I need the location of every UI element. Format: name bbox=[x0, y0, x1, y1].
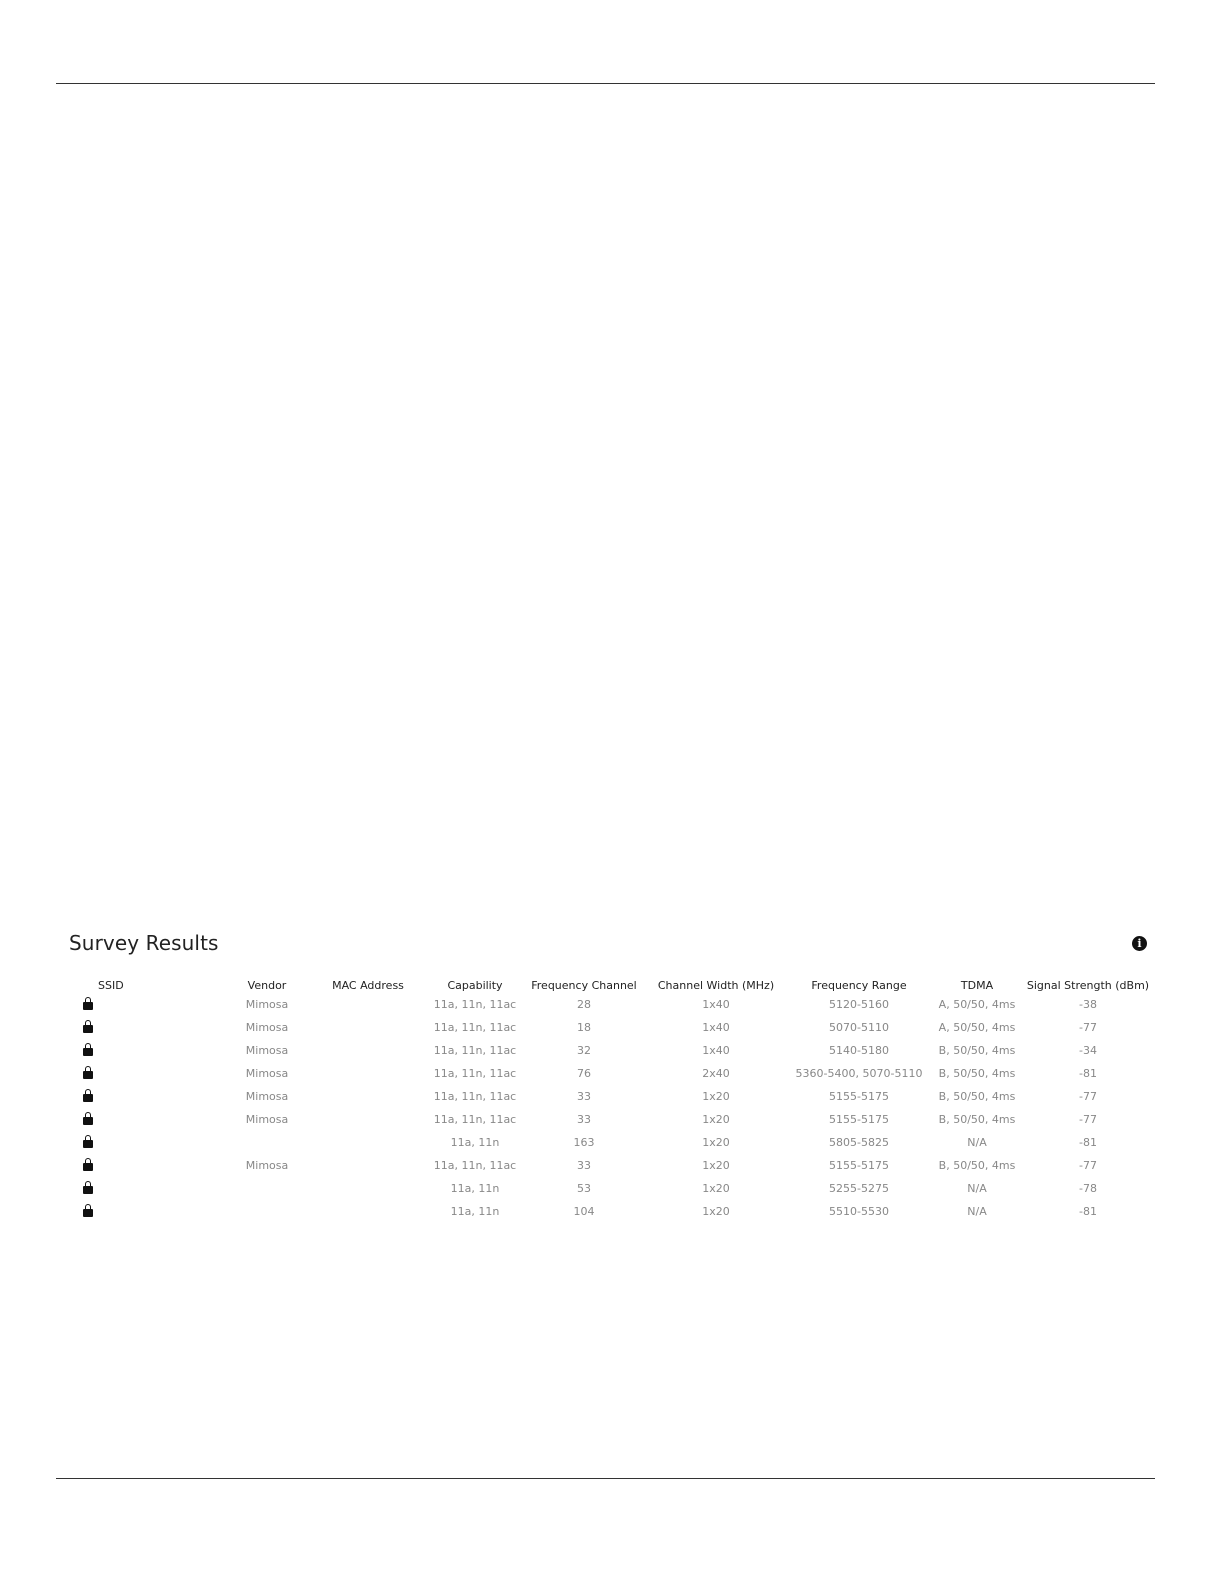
cell-mac-address bbox=[311, 1085, 425, 1108]
cell-capability: 11a, 11n bbox=[450, 1136, 500, 1149]
cell-ssid bbox=[69, 1085, 223, 1108]
cell-channel-width: 1x40 bbox=[702, 1044, 730, 1057]
panel-title: Survey Results bbox=[69, 931, 219, 955]
cell-signal-strength: -77 bbox=[1079, 1021, 1097, 1034]
cell-channel-width: 1x20 bbox=[702, 1113, 730, 1126]
table-row[interactable] bbox=[69, 1062, 1151, 1085]
cell-channel-width: 1x20 bbox=[702, 1159, 730, 1172]
cell-capability: 11a, 11n, 11ac bbox=[433, 1067, 517, 1080]
cell-signal-strength: -81 bbox=[1079, 1205, 1097, 1218]
cell-ssid bbox=[69, 1177, 223, 1200]
cell-tdma: N/A bbox=[967, 1205, 987, 1218]
cell-vendor: Mimosa bbox=[245, 1113, 289, 1126]
cell-ssid bbox=[69, 1016, 223, 1039]
header-frequency-range[interactable]: Frequency Range bbox=[811, 978, 907, 992]
cell-mac-address bbox=[311, 1154, 425, 1177]
header-rule bbox=[56, 83, 1155, 84]
table-header-row bbox=[69, 977, 1151, 993]
cell-capability: 11a, 11n, 11ac bbox=[433, 1090, 517, 1103]
cell-mac-address bbox=[311, 993, 425, 1016]
cell-vendor: Mimosa bbox=[245, 998, 289, 1011]
cell-channel-width: 1x40 bbox=[702, 998, 730, 1011]
cell-capability: 11a, 11n, 11ac bbox=[433, 1044, 517, 1057]
cell-signal-strength: -77 bbox=[1079, 1159, 1097, 1172]
header-ssid[interactable]: SSID bbox=[98, 978, 124, 992]
table-row[interactable] bbox=[69, 1154, 1151, 1177]
cell-frequency-range: 5255-5275 bbox=[829, 1182, 889, 1195]
table-row[interactable] bbox=[69, 993, 1151, 1016]
cell-tdma: B, 50/50, 4ms bbox=[938, 1090, 1016, 1103]
cell-signal-strength: -81 bbox=[1079, 1136, 1097, 1149]
cell-ssid bbox=[69, 1154, 223, 1177]
info-icon[interactable]: i bbox=[1132, 936, 1147, 951]
lock-icon bbox=[83, 1048, 93, 1056]
cell-mac-address bbox=[311, 1062, 425, 1085]
cell-signal-strength: -77 bbox=[1079, 1113, 1097, 1126]
cell-tdma: N/A bbox=[967, 1182, 987, 1195]
table-row[interactable] bbox=[69, 1177, 1151, 1200]
cell-mac-address bbox=[311, 1039, 425, 1062]
lock-icon bbox=[83, 1186, 93, 1194]
cell-mac-address bbox=[311, 1108, 425, 1131]
cell-frequency-channel: 28 bbox=[577, 998, 591, 1011]
cell-frequency-channel: 33 bbox=[577, 1090, 591, 1103]
cell-mac-address bbox=[311, 1131, 425, 1154]
cell-channel-width: 2x40 bbox=[702, 1067, 730, 1080]
cell-signal-strength: -38 bbox=[1079, 998, 1097, 1011]
cell-ssid bbox=[69, 993, 223, 1016]
cell-ssid bbox=[69, 1062, 223, 1085]
cell-tdma: B, 50/50, 4ms bbox=[938, 1159, 1016, 1172]
cell-capability: 11a, 11n, 11ac bbox=[433, 1113, 517, 1126]
cell-mac-address bbox=[311, 1016, 425, 1039]
cell-frequency-range: 5155-5175 bbox=[829, 1159, 889, 1172]
cell-channel-width: 1x20 bbox=[702, 1090, 730, 1103]
cell-frequency-range: 5140-5180 bbox=[829, 1044, 889, 1057]
header-channel-width[interactable]: Channel Width (MHz) bbox=[657, 978, 775, 992]
lock-icon bbox=[83, 1140, 93, 1148]
cell-channel-width: 1x20 bbox=[702, 1136, 730, 1149]
cell-vendor bbox=[223, 1177, 311, 1200]
cell-frequency-range: 5360-5400, 5070-5110 bbox=[795, 1067, 923, 1080]
cell-vendor: Mimosa bbox=[245, 1067, 289, 1080]
cell-frequency-range: 5155-5175 bbox=[829, 1090, 889, 1103]
cell-tdma: B, 50/50, 4ms bbox=[938, 1044, 1016, 1057]
lock-icon bbox=[83, 1025, 93, 1033]
cell-frequency-channel: 53 bbox=[577, 1182, 591, 1195]
cell-channel-width: 1x40 bbox=[702, 1021, 730, 1034]
cell-capability: 11a, 11n, 11ac bbox=[433, 1021, 517, 1034]
cell-signal-strength: -77 bbox=[1079, 1090, 1097, 1103]
cell-signal-strength: -78 bbox=[1079, 1182, 1097, 1195]
cell-capability: 11a, 11n, 11ac bbox=[433, 998, 517, 1011]
cell-frequency-channel: 32 bbox=[577, 1044, 591, 1057]
survey-results-panel bbox=[69, 928, 1151, 1228]
cell-ssid bbox=[69, 1039, 223, 1062]
table-row[interactable] bbox=[69, 1039, 1151, 1062]
cell-frequency-channel: 33 bbox=[577, 1159, 591, 1172]
table-row[interactable] bbox=[69, 1200, 1151, 1223]
cell-ssid bbox=[69, 1131, 223, 1154]
cell-signal-strength: -81 bbox=[1079, 1067, 1097, 1080]
cell-frequency-range: 5120-5160 bbox=[829, 998, 889, 1011]
header-capability[interactable]: Capability bbox=[447, 978, 503, 992]
lock-icon bbox=[83, 1209, 93, 1217]
table-row[interactable] bbox=[69, 1016, 1151, 1039]
table-row[interactable] bbox=[69, 1131, 1151, 1154]
cell-frequency-range: 5510-5530 bbox=[829, 1205, 889, 1218]
cell-channel-width: 1x20 bbox=[702, 1205, 730, 1218]
cell-ssid bbox=[69, 1108, 223, 1131]
cell-tdma: A, 50/50, 4ms bbox=[938, 998, 1016, 1011]
cell-tdma: B, 50/50, 4ms bbox=[938, 1067, 1016, 1080]
cell-frequency-range: 5070-5110 bbox=[829, 1021, 889, 1034]
cell-mac-address bbox=[311, 1177, 425, 1200]
cell-capability: 11a, 11n bbox=[450, 1205, 500, 1218]
cell-capability: 11a, 11n, 11ac bbox=[433, 1159, 517, 1172]
header-mac-address[interactable]: MAC Address bbox=[332, 978, 404, 992]
cell-ssid bbox=[69, 1200, 223, 1223]
header-signal-strength[interactable]: Signal Strength (dBm) bbox=[1026, 978, 1150, 992]
header-frequency-channel[interactable]: Frequency Channel bbox=[531, 978, 637, 992]
cell-frequency-channel: 33 bbox=[577, 1113, 591, 1126]
lock-icon bbox=[83, 1002, 93, 1010]
cell-frequency-range: 5155-5175 bbox=[829, 1113, 889, 1126]
cell-tdma: N/A bbox=[967, 1136, 987, 1149]
lock-icon bbox=[83, 1117, 93, 1125]
footer-rule bbox=[56, 1478, 1155, 1479]
header-vendor[interactable]: Vendor bbox=[247, 978, 287, 992]
table-row[interactable] bbox=[69, 1085, 1151, 1108]
cell-vendor: Mimosa bbox=[245, 1090, 289, 1103]
cell-vendor bbox=[223, 1200, 311, 1223]
survey-results-table bbox=[69, 977, 1151, 1223]
cell-tdma: B, 50/50, 4ms bbox=[938, 1113, 1016, 1126]
lock-icon bbox=[83, 1094, 93, 1102]
cell-frequency-channel: 76 bbox=[577, 1067, 591, 1080]
cell-capability: 11a, 11n bbox=[450, 1182, 500, 1195]
cell-frequency-channel: 104 bbox=[573, 1205, 595, 1218]
cell-tdma: A, 50/50, 4ms bbox=[938, 1021, 1016, 1034]
lock-icon bbox=[83, 1071, 93, 1079]
cell-vendor: Mimosa bbox=[245, 1044, 289, 1057]
table-row[interactable] bbox=[69, 1108, 1151, 1131]
cell-frequency-channel: 163 bbox=[573, 1136, 595, 1149]
survey-table-body bbox=[69, 993, 1151, 1223]
cell-frequency-range: 5805-5825 bbox=[829, 1136, 889, 1149]
header-tdma[interactable]: TDMA bbox=[960, 978, 994, 992]
cell-channel-width: 1x20 bbox=[702, 1182, 730, 1195]
cell-frequency-channel: 18 bbox=[577, 1021, 591, 1034]
cell-vendor: Mimosa bbox=[245, 1159, 289, 1172]
cell-signal-strength: -34 bbox=[1079, 1044, 1097, 1057]
cell-vendor: Mimosa bbox=[245, 1021, 289, 1034]
lock-icon bbox=[83, 1163, 93, 1171]
cell-mac-address bbox=[311, 1200, 425, 1223]
cell-vendor bbox=[223, 1131, 311, 1154]
